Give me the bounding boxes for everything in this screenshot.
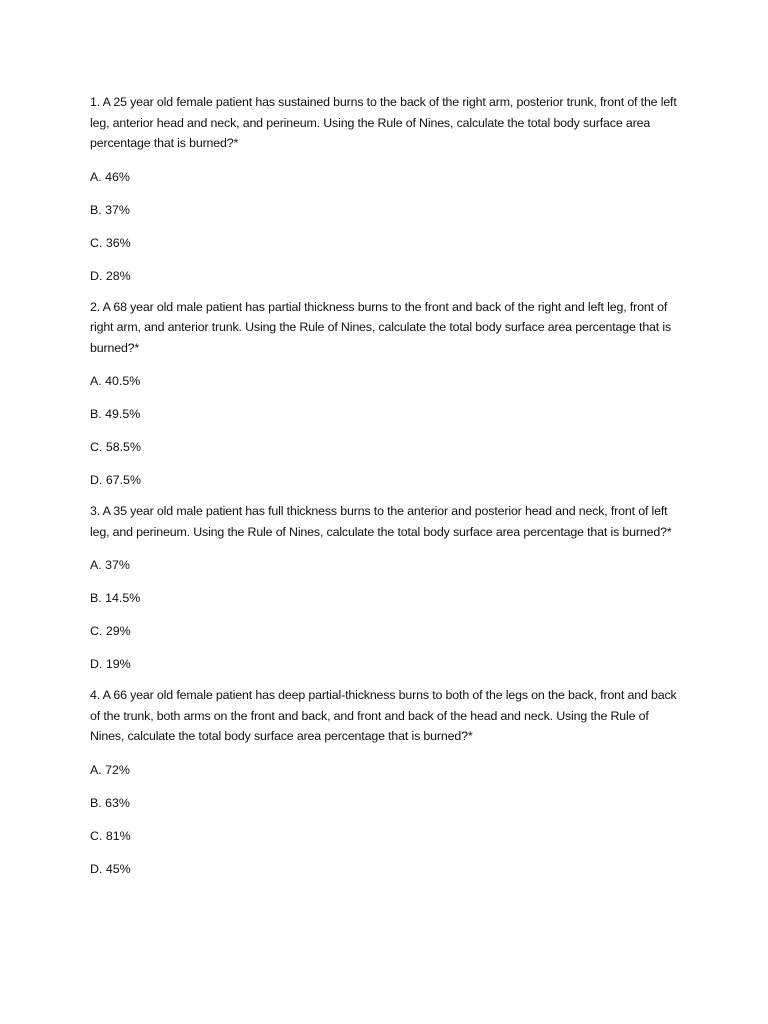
option-d: D. 67.5%: [90, 473, 141, 487]
quiz-document: [90, 92, 680, 892]
option-b: B. 14.5%: [90, 591, 141, 605]
question-4: [90, 685, 680, 892]
option-b: B. 49.5%: [90, 407, 141, 421]
question-1: [90, 92, 680, 297]
question-3: [90, 501, 680, 685]
question-stem: 4. A 66 year old female patient has deep partial-thickness burns to both of the legs on the back, front and back of the trunk, both arms on the front and back, and front and back of the head and neck. Using the Rule of Nines, calculate the total body surface area percentage that is burned?*: [90, 688, 677, 743]
option-c: C. 58.5%: [90, 440, 141, 454]
option-d: D. 19%: [90, 657, 131, 671]
option-d: D. 45%: [90, 861, 131, 876]
question-2: [90, 297, 680, 502]
option-a: A. 72%: [90, 762, 130, 777]
option-a: A. 40.5%: [90, 374, 141, 388]
question-stem: 2. A 68 year old male patient has partial thickness burns to the front and back of the right and left leg, front of right arm, and anterior trunk. Using the Rule of Nines, calculate the total body surface area percentage that is burned?*: [90, 299, 672, 355]
option-c: C. 36%: [90, 235, 131, 250]
option-a: A. 37%: [90, 558, 130, 572]
option-c: C. 29%: [90, 624, 131, 638]
option-b: B. 63%: [90, 795, 130, 810]
option-d: D. 28%: [90, 268, 131, 283]
option-c: C. 81%: [90, 828, 131, 843]
question-stem: 1. A 25 year old female patient has sustained burns to the back of the right arm, posterior trunk, front of the left leg, anterior head and neck, and perineum. Using the Rule of Nines, calculate the total body surface area percentage that is burned?*: [90, 95, 677, 150]
option-a: A. 46%: [90, 169, 130, 184]
option-b: B. 37%: [90, 202, 130, 217]
question-stem: 3. A 35 year old male patient has full thickness burns to the anterior and posterior head and neck, front of left leg, and perineum. Using the Rule of Nines, calculate the total body surface area percentage that is burned?*: [90, 504, 672, 539]
